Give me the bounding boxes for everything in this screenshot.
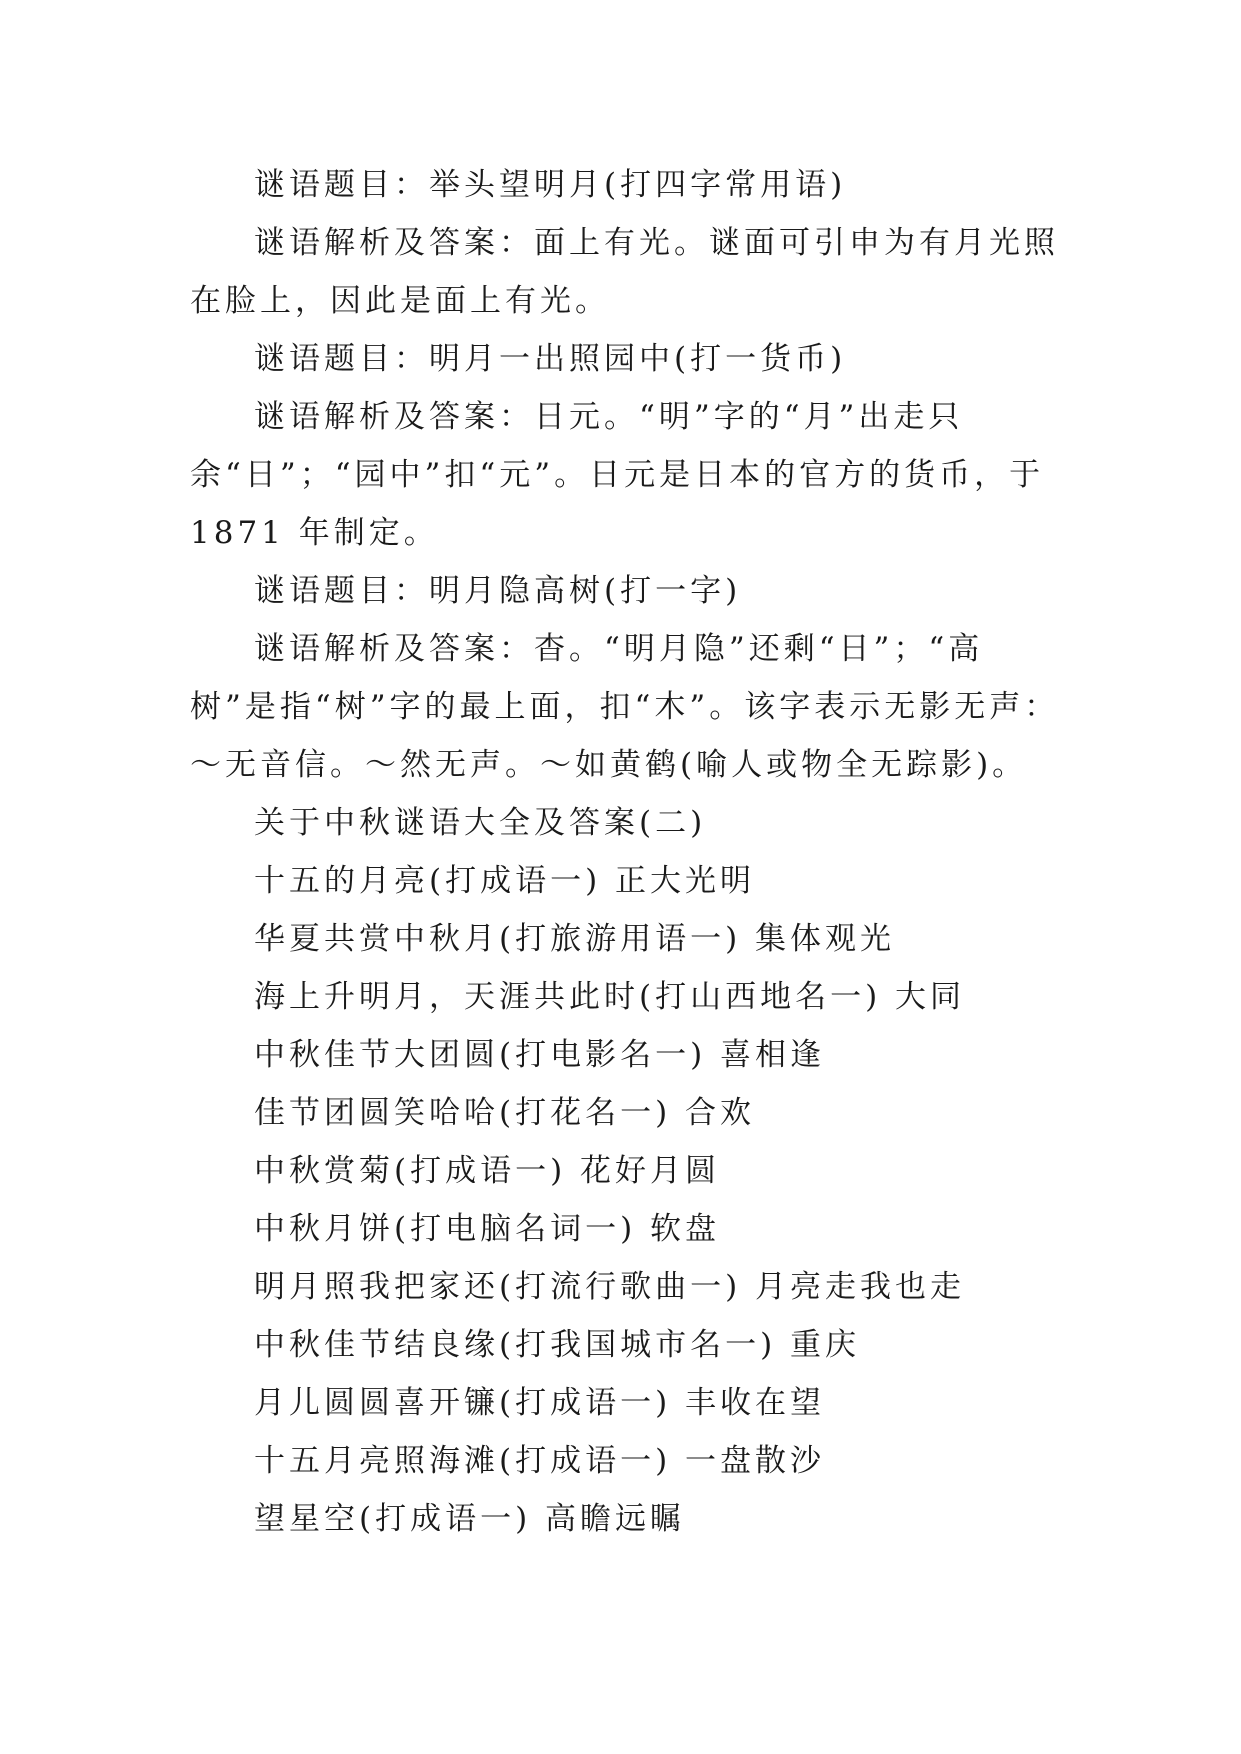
riddle-line: 佳节团圆笑哈哈(打花名一) 合欢 <box>254 1095 756 1131</box>
riddle-question-2: 谜语题目：明月一出照园中(打一货币) <box>254 341 847 377</box>
riddle-line: 中秋月饼(打电脑名词一) 软盘 <box>254 1211 721 1247</box>
document-body <box>190 156 1060 1548</box>
riddle-question-3: 谜语题目：明月隐高树(打一字) <box>254 573 742 609</box>
riddle-answer-2: 谜语解析及答案：日元。“明”字的“月”出走只余“日”；“园中”扣“元”。日元是日本的官方的货币，于 1871 年制定。 <box>190 399 1045 551</box>
riddle-answer-3: 谜语解析及答案：杳。“明月隐”还剩“日”；“高树”是指“树”字的最上面，扣“木”。该字表示无影无声：～无音信。～然无声。～如黄鹤(喻人或物全无踪影)。 <box>190 631 1060 783</box>
riddle-line: 华夏共赏中秋月(打旅游用语一) 集体观光 <box>254 921 896 957</box>
riddle-question-1: 谜语题目：举头望明月(打四字常用语) <box>254 167 847 203</box>
riddle-line: 中秋佳节大团圆(打电影名一) 喜相逢 <box>254 1037 826 1073</box>
section-heading: 关于中秋谜语大全及答案(二) <box>254 805 707 841</box>
riddle-line: 海上升明月，天涯共此时(打山西地名一) 大同 <box>254 979 966 1015</box>
riddle-line: 明月照我把家还(打流行歌曲一) 月亮走我也走 <box>254 1269 966 1305</box>
riddle-line: 中秋佳节结良缘(打我国城市名一) 重庆 <box>254 1327 861 1363</box>
riddle-answer-1: 谜语解析及答案：面上有光。谜面可引申为有月光照在脸上，因此是面上有光。 <box>190 225 1059 319</box>
riddle-line: 月儿圆圆喜开镰(打成语一) 丰收在望 <box>254 1385 826 1421</box>
riddle-line: 十五的月亮(打成语一) 正大光明 <box>254 863 756 899</box>
riddle-line: 中秋赏菊(打成语一) 花好月圆 <box>254 1153 721 1189</box>
riddle-line: 十五月亮照海滩(打成语一) 一盘散沙 <box>254 1443 826 1479</box>
riddle-line: 望星空(打成语一) 高瞻远瞩 <box>254 1501 686 1537</box>
